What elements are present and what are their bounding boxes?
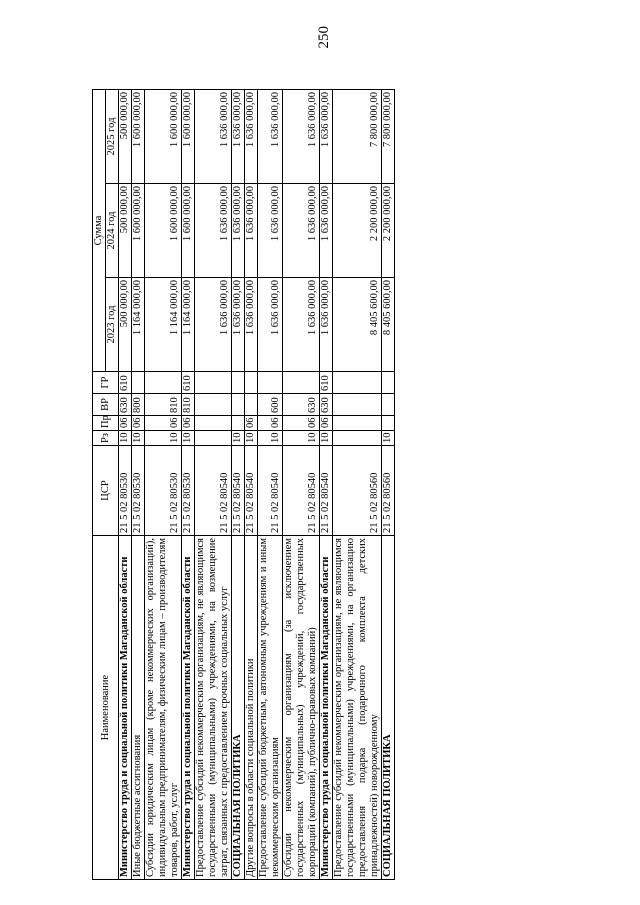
cell-csr: 21 5 02 80530 [145, 446, 182, 536]
cell-rz [195, 431, 232, 446]
col-header-rz: Рз [93, 431, 119, 446]
cell-gr [145, 372, 182, 394]
cell-csr: 21 5 02 80540 [258, 446, 283, 536]
page-number: 250 [316, 26, 332, 49]
cell-y2025: 1 600 000,00 [145, 90, 182, 184]
cell-rz: 10 [232, 431, 245, 446]
cell-gr [382, 372, 395, 394]
cell-pr [382, 416, 395, 431]
cell-csr: 21 5 02 80530 [182, 446, 195, 536]
cell-csr: 21 5 02 80540 [245, 446, 258, 536]
cell-y2024: 1 636 000,00 [283, 184, 320, 278]
cell-csr: 21 5 02 80560 [382, 446, 395, 536]
cell-vr: 630 [283, 394, 320, 416]
cell-y2024: 1 636 000,00 [258, 184, 283, 278]
table-row [283, 90, 320, 880]
cell-y2023: 8 405 600,00 [382, 278, 395, 372]
col-header-2024: 2024 год [106, 184, 119, 278]
table-row [195, 90, 232, 880]
cell-rz: 10 [283, 431, 320, 446]
cell-csr: 21 5 02 80560 [333, 446, 382, 536]
cell-y2025: 1 636 000,00 [258, 90, 283, 184]
cell-vr: 810 [145, 394, 182, 416]
cell-y2024: 2 200 000,00 [333, 184, 382, 278]
col-header-2025: 2025 год [106, 90, 119, 184]
cell-vr: 810 [182, 394, 195, 416]
cell-vr: 600 [258, 394, 283, 416]
cell-y2024: 1 600 000,00 [145, 184, 182, 278]
cell-rz: 10 [258, 431, 283, 446]
cell-y2024: 1 636 000,00 [245, 184, 258, 278]
cell-csr: 21 5 02 80540 [320, 446, 333, 536]
rotated-table-container [92, 90, 582, 880]
cell-rz: 10 [320, 431, 333, 446]
cell-y2024: 500 000,00 [119, 184, 132, 278]
cell-name: Субсидии юридическим лицам (кроме некоммерческих организаций), индивидуальным предпринимателям, физическим лицам – производителям товаров, работ, услуг [145, 536, 182, 880]
cell-y2025: 1 636 000,00 [195, 90, 232, 184]
cell-name: Иные бюджетные ассигнования [132, 536, 145, 880]
cell-y2023: 8 405 600,00 [333, 278, 382, 372]
cell-gr [258, 372, 283, 394]
cell-y2025: 1 636 000,00 [232, 90, 245, 184]
cell-name: Предоставление субсидий некоммерческим организациям, не являющимся государственными (муниципальными) учреждениями, на возмещение затрат, связанных с предоставлением срочных социальных услуг [195, 536, 232, 880]
cell-y2023: 1 636 000,00 [258, 278, 283, 372]
header-row-top [93, 90, 106, 880]
cell-csr: 21 5 02 80540 [283, 446, 320, 536]
cell-pr: 06 [119, 416, 132, 431]
cell-pr [232, 416, 245, 431]
cell-gr [195, 372, 232, 394]
cell-y2024: 1 636 000,00 [195, 184, 232, 278]
cell-name: Министерство труда и социальной политики Магаданской области [119, 536, 132, 880]
table-row [382, 90, 395, 880]
cell-gr [132, 372, 145, 394]
col-header-pr: Пр [93, 416, 119, 431]
col-header-2023: 2023 год [106, 278, 119, 372]
cell-vr: 800 [132, 394, 145, 416]
cell-pr [333, 416, 382, 431]
cell-y2023: 1 164 000,00 [145, 278, 182, 372]
cell-y2025: 1 636 000,00 [245, 90, 258, 184]
table-row [333, 90, 382, 880]
cell-y2024: 2 200 000,00 [382, 184, 395, 278]
cell-y2023: 1 636 000,00 [232, 278, 245, 372]
cell-y2024: 1 636 000,00 [232, 184, 245, 278]
cell-gr: 610 [119, 372, 132, 394]
cell-y2023: 1 636 000,00 [283, 278, 320, 372]
col-header-sum: Сумма [93, 90, 106, 372]
table-row [320, 90, 333, 880]
table-row [232, 90, 245, 880]
cell-pr: 06 [182, 416, 195, 431]
cell-y2025: 7 800 000,00 [382, 90, 395, 184]
cell-y2025: 1 636 000,00 [283, 90, 320, 184]
cell-y2023: 1 164 000,00 [132, 278, 145, 372]
cell-csr: 21 5 02 80530 [119, 446, 132, 536]
cell-gr: 610 [320, 372, 333, 394]
cell-vr: 630 [320, 394, 333, 416]
cell-gr [283, 372, 320, 394]
cell-vr [232, 394, 245, 416]
col-header-name: Наименование [93, 536, 119, 880]
budget-table [92, 89, 395, 880]
cell-rz: 10 [182, 431, 195, 446]
cell-csr: 21 5 02 80540 [232, 446, 245, 536]
cell-name: СОЦИАЛЬНАЯ ПОЛИТИКА [382, 536, 395, 880]
cell-gr [333, 372, 382, 394]
cell-pr: 06 [283, 416, 320, 431]
table-row [132, 90, 145, 880]
cell-name: Предоставление субсидий некоммерческим организациям, не являющимся государственными (муниципальными) учреждениями, на организацию предоставления подарка (подарочного комплекта детских принадлежностей) новорожденному [333, 536, 382, 880]
cell-pr: 06 [245, 416, 258, 431]
cell-y2025: 1 600 000,00 [182, 90, 195, 184]
cell-csr: 21 5 02 80540 [195, 446, 232, 536]
cell-vr [333, 394, 382, 416]
table-row [245, 90, 258, 880]
cell-y2025: 500 000,00 [119, 90, 132, 184]
cell-y2023: 1 636 000,00 [245, 278, 258, 372]
cell-vr [195, 394, 232, 416]
col-header-vr: ВР [93, 394, 119, 416]
cell-pr: 06 [145, 416, 182, 431]
cell-name: Другие вопросы в области социальной политики [245, 536, 258, 880]
cell-rz: 10 [119, 431, 132, 446]
col-header-gr: ГР [93, 372, 119, 394]
table-row [258, 90, 283, 880]
cell-rz: 10 [382, 431, 395, 446]
cell-rz: 10 [132, 431, 145, 446]
cell-y2023: 1 636 000,00 [195, 278, 232, 372]
cell-vr [382, 394, 395, 416]
cell-vr [245, 394, 258, 416]
cell-y2024: 1 600 000,00 [132, 184, 145, 278]
cell-name: СОЦИАЛЬНАЯ ПОЛИТИКА [232, 536, 245, 880]
cell-y2025: 1 600 000,00 [132, 90, 145, 184]
cell-y2025: 7 800 000,00 [333, 90, 382, 184]
cell-y2025: 1 636 000,00 [320, 90, 333, 184]
cell-gr: 610 [182, 372, 195, 394]
cell-csr: 21 5 02 80530 [132, 446, 145, 536]
cell-pr: 06 [258, 416, 283, 431]
cell-rz: 10 [245, 431, 258, 446]
table-row [182, 90, 195, 880]
cell-pr [195, 416, 232, 431]
table-row [145, 90, 182, 880]
cell-y2023: 1 636 000,00 [320, 278, 333, 372]
cell-name: Министерство труда и социальной политики Магаданской области [320, 536, 333, 880]
cell-name: Субсидии некоммерческим организациям (за исключением государственных (муниципальных) учреждений, государственных корпораций (компаний), публично-правовых компаний) [283, 536, 320, 880]
cell-rz [333, 431, 382, 446]
cell-vr: 630 [119, 394, 132, 416]
table-row [119, 90, 132, 880]
col-header-csr: ЦСР [93, 446, 119, 536]
cell-y2024: 1 600 000,00 [182, 184, 195, 278]
cell-y2024: 1 636 000,00 [320, 184, 333, 278]
cell-pr: 06 [132, 416, 145, 431]
cell-gr [232, 372, 245, 394]
table-body [119, 90, 395, 880]
cell-y2023: 500 000,00 [119, 278, 132, 372]
cell-gr [245, 372, 258, 394]
cell-rz: 10 [145, 431, 182, 446]
cell-name: Министерство труда и социальной политики Магаданской области [182, 536, 195, 880]
cell-y2023: 1 164 000,00 [182, 278, 195, 372]
cell-name: Предоставление субсидий бюджетным, автономным учреждениям и иным некоммерческим организациям [258, 536, 283, 880]
cell-pr: 06 [320, 416, 333, 431]
